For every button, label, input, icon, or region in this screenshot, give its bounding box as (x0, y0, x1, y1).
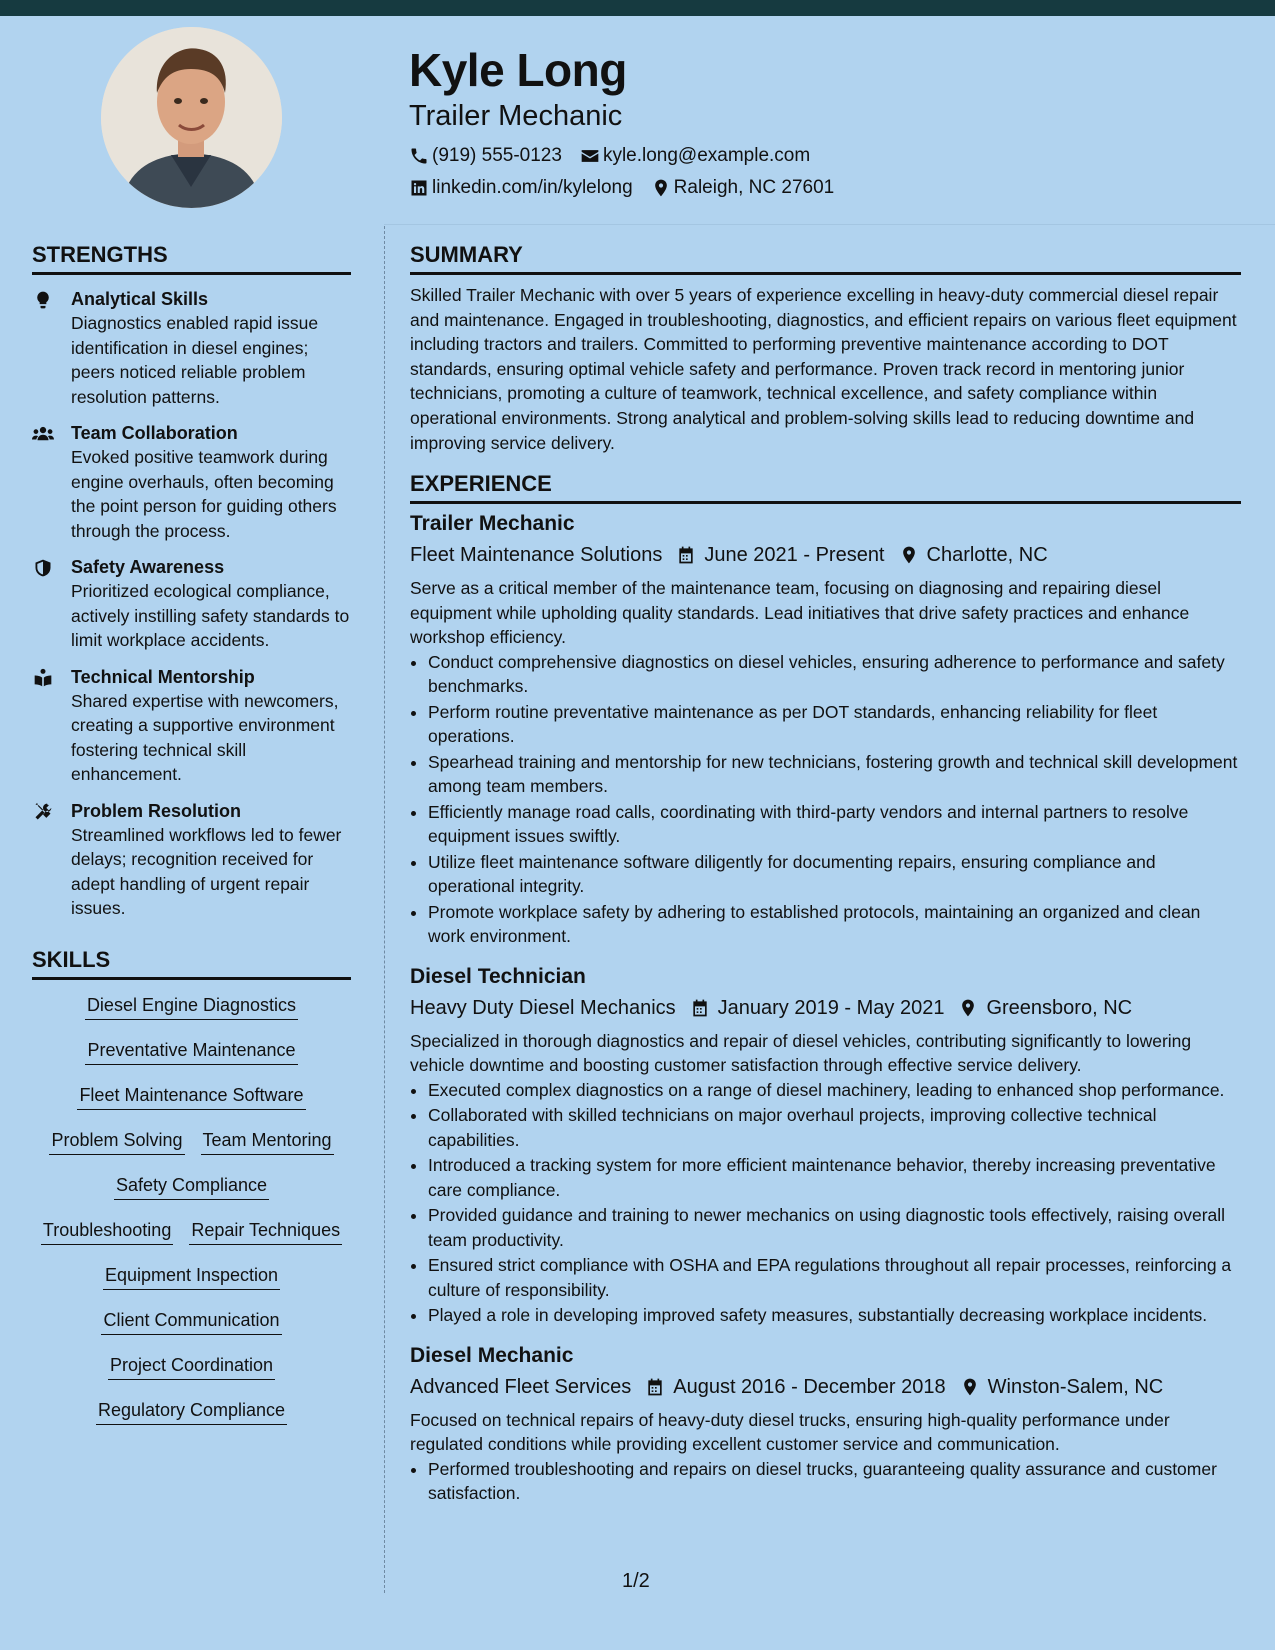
list-item: • Played a role in developing improved safety measures, substantially decreasing workplace incidents. (428, 1303, 1241, 1328)
top-bar (0, 0, 1275, 16)
strength-item (32, 421, 351, 543)
calendar-icon (645, 1377, 665, 1397)
skill-tag: Regulatory Compliance (96, 1395, 287, 1425)
strengths-heading: STRENGTHS (32, 238, 351, 275)
job-entry (410, 510, 1241, 949)
email-text: kyle.long@example.com (602, 145, 811, 166)
strength-desc: Shared expertise with newcomers, creating a supportive environment fostering technical skill enhancement. (71, 690, 339, 784)
list-item: • Executed complex diagnostics on a range of diesel machinery, leading to enhanced shop performance. (428, 1078, 1241, 1103)
map-marker-icon (899, 545, 919, 565)
skill-tag: Project Coordination (108, 1350, 275, 1380)
list-item: • Promote workplace safety by adhering to established protocols, maintaining an organized and clean work environment. (428, 900, 1241, 949)
job-entry (410, 1342, 1241, 1506)
job-dates: August 2016 - December 2018 (673, 1375, 946, 1398)
job-company: Advanced Fleet Services (410, 1375, 632, 1398)
skill-tag: Equipment Inspection (103, 1260, 280, 1290)
page-number: 1/2 (622, 1570, 650, 1592)
candidate-title: Trailer Mechanic (409, 100, 623, 132)
list-item: • Efficiently manage road calls, coordinating with third-party vendors and internal partners to resolve equipment issues swiftly. (428, 800, 1241, 849)
job-entry (410, 963, 1241, 1328)
job-dates: January 2019 - May 2021 (717, 996, 945, 1019)
book-reader-icon (32, 668, 54, 688)
strength-item (32, 799, 351, 921)
linkedin-contact[interactable] (409, 172, 633, 204)
phone-contact[interactable] (409, 140, 562, 172)
location-text: Raleigh, NC 27601 (673, 177, 835, 198)
job-company: Heavy Duty Diesel Mechanics (410, 996, 676, 1019)
list-item: • Utilize fleet maintenance software diligently for documenting repairs, ensuring compliance and operational integrity. (428, 850, 1241, 899)
list-item: • Perform routine preventative maintenance as per DOT standards, enhancing reliability for fleet operations. (428, 700, 1241, 749)
calendar-icon (690, 998, 710, 1018)
job-description: Specialized in thorough diagnostics and repair of diesel vehicles, contributing significantly to lowering vehicle downtime and boosting customer satisfaction through effective service delivery. (410, 1030, 1192, 1076)
contact-row-2 (409, 172, 1229, 204)
candidate-name: Kyle Long (409, 44, 627, 96)
job-company: Fleet Maintenance Solutions (410, 544, 663, 567)
email-contact[interactable] (580, 140, 810, 172)
skill-tag: Problem Solving (49, 1125, 184, 1155)
users-icon (32, 424, 54, 444)
experience-heading: EXPERIENCE (410, 467, 1241, 504)
strength-title: Technical Mentorship (71, 666, 255, 687)
job-location: Winston-Salem, NC (987, 1375, 1164, 1398)
lightbulb-icon (32, 290, 54, 310)
strength-item (32, 287, 351, 409)
right-column (410, 238, 1241, 1507)
linkedin-icon (409, 178, 429, 198)
shield-icon (32, 558, 54, 578)
left-column (32, 238, 351, 1440)
list-item: • Provided guidance and training to newer mechanics on using diagnostic tools effectively, raising overall team productivity. (428, 1203, 1241, 1252)
strength-title: Safety Awareness (71, 557, 225, 577)
job-bullets (410, 1078, 1241, 1328)
list-item: • Ensured strict compliance with OSHA and EPA regulations throughout all repair processes, reinforcing a culture of responsibility. (428, 1253, 1241, 1302)
list-item: • Spearhead training and mentorship for new technicians, fostering growth and technical skill development among team members. (428, 750, 1241, 799)
job-location: Charlotte, NC (926, 544, 1048, 567)
summary-text: Skilled Trailer Mechanic with over 5 years of experience excelling in heavy-duty commercial diesel repair and maintenance. Engaged in troubleshooting, diagnostics, and efficient repairs on various fleet equipment including tractors and trailers. Committed to performing preventive maintenance according to DOT standards, ensuring optimal vehicle safety and performance. Proven track record in mentoring junior technicians, promoting a culture of teamwork, technical excellence, and safety compliance within operational environments. Strong analytical and problem-solving skills lead to reducing downtime and improving service delivery. (410, 285, 1237, 453)
list-item: • Collaborated with skilled technicians on major overhaul projects, improving collective technical capabilities. (428, 1103, 1241, 1152)
skill-tag: Client Communication (101, 1305, 281, 1335)
map-marker-icon (960, 1377, 980, 1397)
phone-text: (919) 555-0123 (432, 145, 562, 166)
job-meta (410, 538, 1241, 572)
strength-title: Problem Resolution (71, 800, 242, 821)
job-bullets (410, 1457, 1241, 1506)
job-description: Serve as a critical member of the maintenance team, focusing on diagnosing and repairing diesel equipment while upholding quality standards. Lead initiatives that drive safety practices and enhance workshop efficiency. (410, 578, 1190, 648)
job-meta (410, 991, 1241, 1025)
envelope-icon (580, 146, 600, 166)
job-meta (410, 1370, 1241, 1404)
skill-tag: Repair Techniques (189, 1215, 342, 1245)
linkedin-text: linkedin.com/in/kylelong (432, 177, 633, 198)
map-marker-icon (958, 998, 978, 1018)
strength-desc: Evoked positive teamwork during engine overhauls, often becoming the point person for guiding others through the process. (71, 447, 337, 541)
calendar-icon (676, 545, 696, 565)
job-title: Trailer Mechanic (410, 512, 575, 536)
strength-item (32, 665, 351, 787)
map-marker-icon (651, 178, 671, 198)
list-item: • Conduct comprehensive diagnostics on diesel vehicles, ensuring adherence to performance and safety benchmarks. (428, 650, 1241, 699)
location-contact (651, 172, 835, 204)
skills-list (32, 990, 351, 1440)
tools-icon (32, 802, 54, 822)
contact-row-1 (409, 140, 1229, 172)
job-description: Focused on technical repairs of heavy-duty diesel trucks, ensuring high-quality performance under regulated conditions while providing excellent customer service and communication. (410, 1409, 1170, 1455)
strength-desc: Prioritized ecological compliance, actively instilling safety standards to limit workplace accidents. (71, 581, 350, 650)
strength-item (32, 555, 351, 653)
strength-title: Team Collaboration (71, 423, 238, 443)
job-title: Diesel Mechanic (410, 1343, 574, 1367)
list-item: • Performed troubleshooting and repairs on diesel trucks, guaranteeing quality assurance and customer satisfaction. (428, 1457, 1241, 1506)
skills-heading: SKILLS (32, 943, 351, 980)
skill-tag: Safety Compliance (114, 1170, 269, 1200)
resume-header (409, 40, 1229, 204)
strength-desc: Streamlined workflows led to fewer delays; recognition received for adept handling of urgent repair issues. (71, 824, 342, 918)
column-divider (384, 226, 385, 1593)
profile-photo (101, 27, 282, 208)
phone-icon (409, 146, 429, 166)
skill-tag: Fleet Maintenance Software (77, 1080, 305, 1110)
header-divider (384, 224, 1275, 225)
skill-tag: Team Mentoring (201, 1125, 334, 1155)
job-bullets (410, 650, 1241, 949)
skill-tag: Preventative Maintenance (85, 1035, 297, 1065)
skill-tag: Troubleshooting (41, 1215, 173, 1245)
job-title: Diesel Technician (410, 964, 586, 988)
list-item: • Introduced a tracking system for more efficient maintenance behavior, thereby increasing preventative care compliance. (428, 1153, 1241, 1202)
strength-title: Analytical Skills (71, 289, 209, 309)
job-dates: June 2021 - Present (704, 544, 885, 567)
strength-desc: Diagnostics enabled rapid issue identification in diesel engines; peers noticed reliable problem resolution patterns. (71, 313, 319, 407)
summary-heading: SUMMARY (410, 238, 1241, 275)
skill-tag: Diesel Engine Diagnostics (85, 990, 298, 1020)
job-location: Greensboro, NC (986, 996, 1133, 1019)
